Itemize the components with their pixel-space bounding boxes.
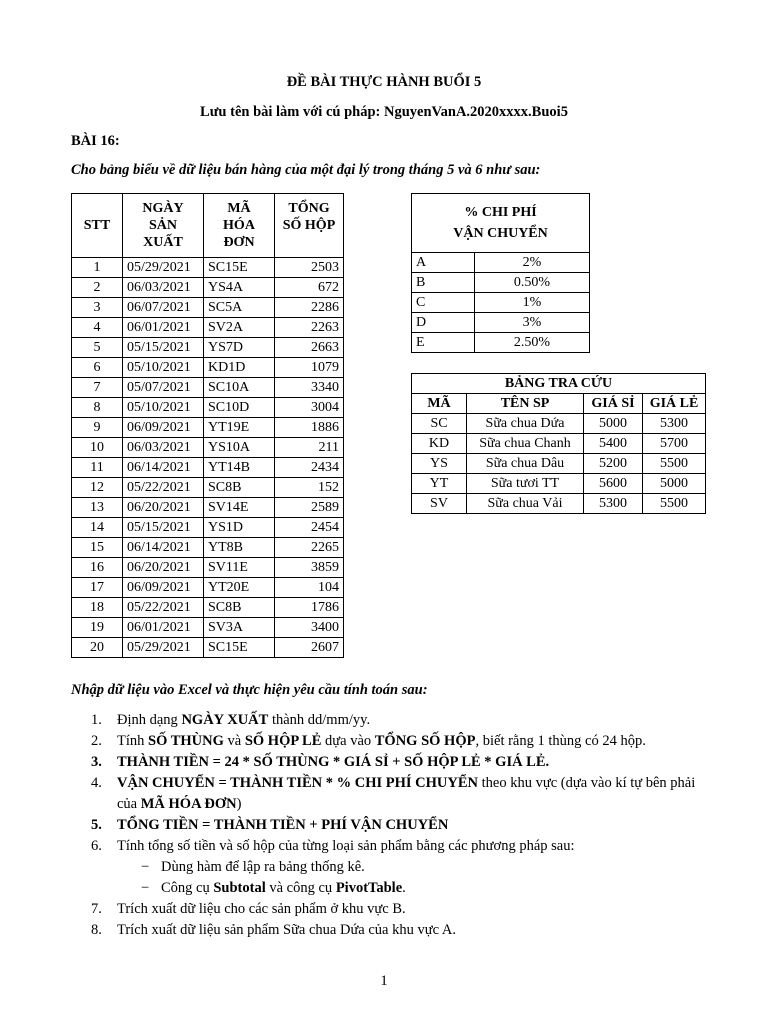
- requirement-subitem: [71, 857, 711, 878]
- table-row: [412, 333, 590, 353]
- header-ngay-san-xuat-text: NGÀY SẢN XUẤT: [142, 201, 184, 250]
- cell-tong-so-hop: 2265: [275, 538, 344, 558]
- requirement-number: 4.: [91, 775, 102, 791]
- cell-stt: 15: [72, 538, 123, 558]
- cell-stt: 3: [72, 298, 123, 318]
- table-row: [72, 458, 344, 478]
- exercise-label: BÀI 16:: [71, 133, 120, 149]
- cell-ma-hoa-don: SC10D: [204, 398, 275, 418]
- cell-ngay: 06/20/2021: [123, 498, 204, 518]
- lookup-header-ma: MÃ: [412, 394, 467, 414]
- cell-gia-le: 5500: [643, 494, 706, 514]
- page-number: 1: [380, 973, 388, 989]
- cell-stt: 6: [72, 358, 123, 378]
- table-row: [412, 253, 590, 273]
- cell-ngay: 06/03/2021: [123, 438, 204, 458]
- cell-ma-hoa-don: YT14B: [204, 458, 275, 478]
- cell-gia-le: 5500: [643, 454, 706, 474]
- table-row: [72, 558, 344, 578]
- header-ma-hoa-don: [204, 194, 275, 258]
- table-row: [72, 318, 344, 338]
- cell-khu-vuc: A: [412, 253, 475, 273]
- cell-ma-hoa-don: YS1D: [204, 518, 275, 538]
- table-row: [72, 398, 344, 418]
- requirement-subitem: [71, 878, 711, 899]
- cell-ma-hoa-don: SC10A: [204, 378, 275, 398]
- cell-ngay: 05/07/2021: [123, 378, 204, 398]
- cell-stt: 13: [72, 498, 123, 518]
- table-row: [72, 518, 344, 538]
- cell-tong-so-hop: 2286: [275, 298, 344, 318]
- table-row: [72, 478, 344, 498]
- cell-ngay: 05/29/2021: [123, 638, 204, 658]
- table-row: [412, 494, 706, 514]
- cell-ma-hoa-don: YT19E: [204, 418, 275, 438]
- cell-ngay: 06/14/2021: [123, 458, 204, 478]
- requirement-item: [71, 899, 711, 920]
- requirement-item: [71, 710, 711, 731]
- cell-ma-hoa-don: SC5A: [204, 298, 275, 318]
- cell-stt: 18: [72, 598, 123, 618]
- requirement-text: ): [236, 796, 242, 812]
- table-row: [72, 578, 344, 598]
- requirement-text: Tính: [117, 733, 149, 749]
- lookup-header-gia-le: GIÁ LẺ: [643, 394, 706, 414]
- cell-ma-hoa-don: YT20E: [204, 578, 275, 598]
- cell-ty-le: 3%: [475, 313, 590, 333]
- cell-stt: 1: [72, 258, 123, 278]
- cell-ten-sp: Sữa chua Dâu: [467, 454, 584, 474]
- requirement-text: dựa vào: [321, 733, 375, 749]
- cell-stt: 5: [72, 338, 123, 358]
- cell-khu-vuc: E: [412, 333, 475, 353]
- cell-tong-so-hop: 3004: [275, 398, 344, 418]
- cell-tong-so-hop: 1786: [275, 598, 344, 618]
- requirement-text: Định dạng: [117, 712, 182, 728]
- cell-ngay: 06/20/2021: [123, 558, 204, 578]
- cell-stt: 20: [72, 638, 123, 658]
- cell-ngay: 06/14/2021: [123, 538, 204, 558]
- cell-ma: SV: [412, 494, 467, 514]
- requirement-text: theo khu vực (dựa vào kí tự bên phải của: [117, 775, 696, 812]
- cell-ma-hoa-don: SV2A: [204, 318, 275, 338]
- cell-ma-hoa-don: SC8B: [204, 598, 275, 618]
- cell-tong-so-hop: 2263: [275, 318, 344, 338]
- shipping-cost-header: [412, 194, 590, 253]
- shipping-cost-header-row: [412, 194, 590, 253]
- cell-gia-le: 5300: [643, 414, 706, 434]
- cell-ma-hoa-don: SV14E: [204, 498, 275, 518]
- cell-tong-so-hop: 2434: [275, 458, 344, 478]
- header-ma-hoa-don-text: MÃ HÓA ĐƠN: [223, 201, 255, 250]
- table-row: [72, 298, 344, 318]
- table-row: [72, 258, 344, 278]
- lookup-title: BẢNG TRA CỨU: [412, 374, 706, 394]
- requirement-text: Trích xuất dữ liệu sản phẩm Sữa chua Dứa của khu vực A.: [117, 922, 456, 938]
- cell-ngay: 05/15/2021: [123, 338, 204, 358]
- cell-ma-hoa-don: SC15E: [204, 258, 275, 278]
- cell-ma-hoa-don: YS7D: [204, 338, 275, 358]
- sales-table-header: [72, 194, 344, 258]
- cell-ngay: 05/22/2021: [123, 478, 204, 498]
- cell-tong-so-hop: 211: [275, 438, 344, 458]
- table-row: [72, 278, 344, 298]
- lookup-table: [411, 373, 706, 514]
- cell-ngay: 06/01/2021: [123, 618, 204, 638]
- sales-table: [71, 193, 344, 658]
- intro-text: Cho bảng biểu về dữ liệu bán hàng của một đại lý trong tháng 5 và 6 như sau:: [71, 162, 541, 178]
- cell-ty-le: 1%: [475, 293, 590, 313]
- cell-tong-so-hop: 104: [275, 578, 344, 598]
- table-row: [72, 378, 344, 398]
- lookup-title-row: [412, 374, 706, 394]
- table-row: [412, 273, 590, 293]
- cell-ngay: 05/29/2021: [123, 258, 204, 278]
- requirement-item: [71, 920, 711, 941]
- requirement-number: 5.: [91, 817, 102, 833]
- header-ngay-san-xuat: [123, 194, 204, 258]
- requirement-text: và công cụ: [265, 880, 336, 896]
- cell-stt: 14: [72, 518, 123, 538]
- header-tong-so-hop-text: TỔNG SỐ HỘP: [282, 201, 336, 233]
- cell-gia-le: 5000: [643, 474, 706, 494]
- cell-ma: YT: [412, 474, 467, 494]
- requirement-text: NGÀY XUẤT: [181, 712, 269, 728]
- cell-ngay: 06/07/2021: [123, 298, 204, 318]
- requirement-item: [71, 752, 711, 773]
- table-row: [72, 358, 344, 378]
- requirement-text: PivotTable: [335, 880, 403, 896]
- requirement-text: Trích xuất dữ liệu cho các sản phẩm ở khu vực B.: [117, 901, 406, 917]
- requirements-intro: Nhập dữ liệu vào Excel và thực hiện yêu cầu tính toán sau:: [71, 682, 428, 698]
- requirement-item: [71, 815, 711, 836]
- cell-stt: 19: [72, 618, 123, 638]
- cell-stt: 11: [72, 458, 123, 478]
- cell-ngay: 06/03/2021: [123, 278, 204, 298]
- requirement-text: SỐ HỘP LẺ: [244, 733, 322, 749]
- cell-stt: 16: [72, 558, 123, 578]
- cell-ma: SC: [412, 414, 467, 434]
- requirement-number: 1.: [91, 712, 102, 728]
- cell-ngay: 06/09/2021: [123, 578, 204, 598]
- cell-ngay: 06/01/2021: [123, 318, 204, 338]
- requirement-text: % CHI PHÍ CHUYỂN: [336, 775, 479, 791]
- table-row: [72, 618, 344, 638]
- cell-ngay: 05/10/2021: [123, 358, 204, 378]
- cell-gia-si: 5300: [584, 494, 643, 514]
- cell-gia-si: 5000: [584, 414, 643, 434]
- cell-tong-so-hop: 2503: [275, 258, 344, 278]
- cell-stt: 9: [72, 418, 123, 438]
- requirement-text: thành dd/mm/yy.: [268, 712, 371, 728]
- table-row: [412, 414, 706, 434]
- cell-ten-sp: Sữa chua Chanh: [467, 434, 584, 454]
- table-row: [412, 293, 590, 313]
- shipping-cost-header-line1: % CHI PHÍ: [464, 205, 537, 220]
- cell-ngay: 05/10/2021: [123, 398, 204, 418]
- cell-stt: 12: [72, 478, 123, 498]
- requirement-text: SỐ THÙNG: [148, 733, 224, 749]
- lookup-header-row: [412, 394, 706, 414]
- table-row: [72, 418, 344, 438]
- requirement-number: 6.: [91, 838, 102, 854]
- cell-tong-so-hop: 3340: [275, 378, 344, 398]
- cell-khu-vuc: D: [412, 313, 475, 333]
- table-row: [72, 638, 344, 658]
- cell-ma-hoa-don: SV3A: [204, 618, 275, 638]
- cell-ten-sp: Sữa chua Vải: [467, 494, 584, 514]
- requirement-text: .: [402, 880, 406, 896]
- requirement-text: Công cụ: [161, 880, 214, 896]
- lookup-header-ten-sp: TÊN SP: [467, 394, 584, 414]
- cell-khu-vuc: B: [412, 273, 475, 293]
- cell-tong-so-hop: 3400: [275, 618, 344, 638]
- cell-stt: 4: [72, 318, 123, 338]
- cell-tong-so-hop: 2454: [275, 518, 344, 538]
- cell-ten-sp: Sữa chua Dứa: [467, 414, 584, 434]
- requirement-item: [71, 773, 711, 815]
- cell-tong-so-hop: 152: [275, 478, 344, 498]
- requirement-text: MÃ HÓA ĐƠN: [140, 796, 237, 812]
- requirement-item: [71, 836, 711, 857]
- cell-tong-so-hop: 2607: [275, 638, 344, 658]
- cell-ma-hoa-don: YS10A: [204, 438, 275, 458]
- cell-tong-so-hop: 3859: [275, 558, 344, 578]
- requirement-text: và: [223, 733, 245, 749]
- cell-tong-so-hop: 672: [275, 278, 344, 298]
- cell-tong-so-hop: 1079: [275, 358, 344, 378]
- cell-stt: 17: [72, 578, 123, 598]
- lookup-header-gia-si: GIÁ SỈ: [584, 394, 643, 414]
- table-row: [72, 438, 344, 458]
- cell-tong-so-hop: 2663: [275, 338, 344, 358]
- table-row: [72, 498, 344, 518]
- requirement-text: TỔNG TIỀN = THÀNH TIỀN + PHÍ VẬN CHUYỂN: [117, 817, 449, 833]
- cell-ma-hoa-don: KD1D: [204, 358, 275, 378]
- cell-ma: KD: [412, 434, 467, 454]
- cell-ngay: 05/22/2021: [123, 598, 204, 618]
- header-stt: STT: [72, 194, 123, 258]
- table-row: [412, 434, 706, 454]
- cell-khu-vuc: C: [412, 293, 475, 313]
- requirements-list: [71, 710, 711, 941]
- requirement-item: [71, 731, 711, 752]
- cell-gia-si: 5200: [584, 454, 643, 474]
- cell-gia-si: 5400: [584, 434, 643, 454]
- cell-ma-hoa-don: SV11E: [204, 558, 275, 578]
- document-subtitle: Lưu tên bài làm với cú pháp: NguyenVanA.2020xxxx.Buoi5: [200, 104, 568, 120]
- requirement-text: Dùng hàm để lập ra bảng thống kê.: [161, 859, 365, 875]
- cell-ma-hoa-don: SC8B: [204, 478, 275, 498]
- document-title: ĐỀ BÀI THỰC HÀNH BUỔI 5: [286, 74, 482, 90]
- shipping-cost-header-line2: VẬN CHUYỂN: [453, 226, 548, 241]
- requirement-number: 7.: [91, 901, 102, 917]
- requirement-number: 8.: [91, 922, 102, 938]
- cell-ty-le: 2%: [475, 253, 590, 273]
- table-row: [72, 338, 344, 358]
- cell-gia-si: 5600: [584, 474, 643, 494]
- cell-stt: 10: [72, 438, 123, 458]
- requirement-number: 3.: [91, 754, 102, 770]
- cell-tong-so-hop: 1886: [275, 418, 344, 438]
- header-tong-so-hop: [275, 194, 344, 258]
- requirement-text: TỔNG SỐ HỘP: [374, 733, 476, 749]
- cell-ngay: 06/09/2021: [123, 418, 204, 438]
- cell-ty-le: 0.50%: [475, 273, 590, 293]
- requirement-text: Tính tổng số tiền và số hộp của từng loại sản phẩm bằng các phương pháp sau:: [117, 838, 575, 854]
- table-row: [72, 538, 344, 558]
- cell-tong-so-hop: 2589: [275, 498, 344, 518]
- cell-stt: 8: [72, 398, 123, 418]
- dash-bullet: −: [141, 880, 150, 896]
- dash-bullet: −: [141, 859, 150, 875]
- cell-ma-hoa-don: YT8B: [204, 538, 275, 558]
- requirement-text: THÀNH TIỀN = 24 * SỐ THÙNG * GIÁ SỈ + SỐ HỘP LẺ * GIÁ LẺ.: [117, 754, 550, 770]
- shipping-cost-table: [411, 193, 590, 353]
- requirement-number: 2.: [91, 733, 102, 749]
- cell-ten-sp: Sữa tươi TT: [467, 474, 584, 494]
- table-row: [412, 454, 706, 474]
- table-row: [72, 598, 344, 618]
- requirement-text: Subtotal: [213, 880, 266, 896]
- cell-ty-le: 2.50%: [475, 333, 590, 353]
- cell-gia-le: 5700: [643, 434, 706, 454]
- cell-stt: 7: [72, 378, 123, 398]
- table-row: [412, 474, 706, 494]
- cell-ma-hoa-don: YS4A: [204, 278, 275, 298]
- table-row: [412, 313, 590, 333]
- requirement-text: , biết rằng 1 thùng có 24 hộp.: [475, 733, 646, 749]
- cell-ma-hoa-don: SC15E: [204, 638, 275, 658]
- cell-ngay: 05/15/2021: [123, 518, 204, 538]
- cell-stt: 2: [72, 278, 123, 298]
- cell-ma: YS: [412, 454, 467, 474]
- requirement-text: VẬN CHUYỂN = THÀNH TIỀN *: [117, 775, 337, 791]
